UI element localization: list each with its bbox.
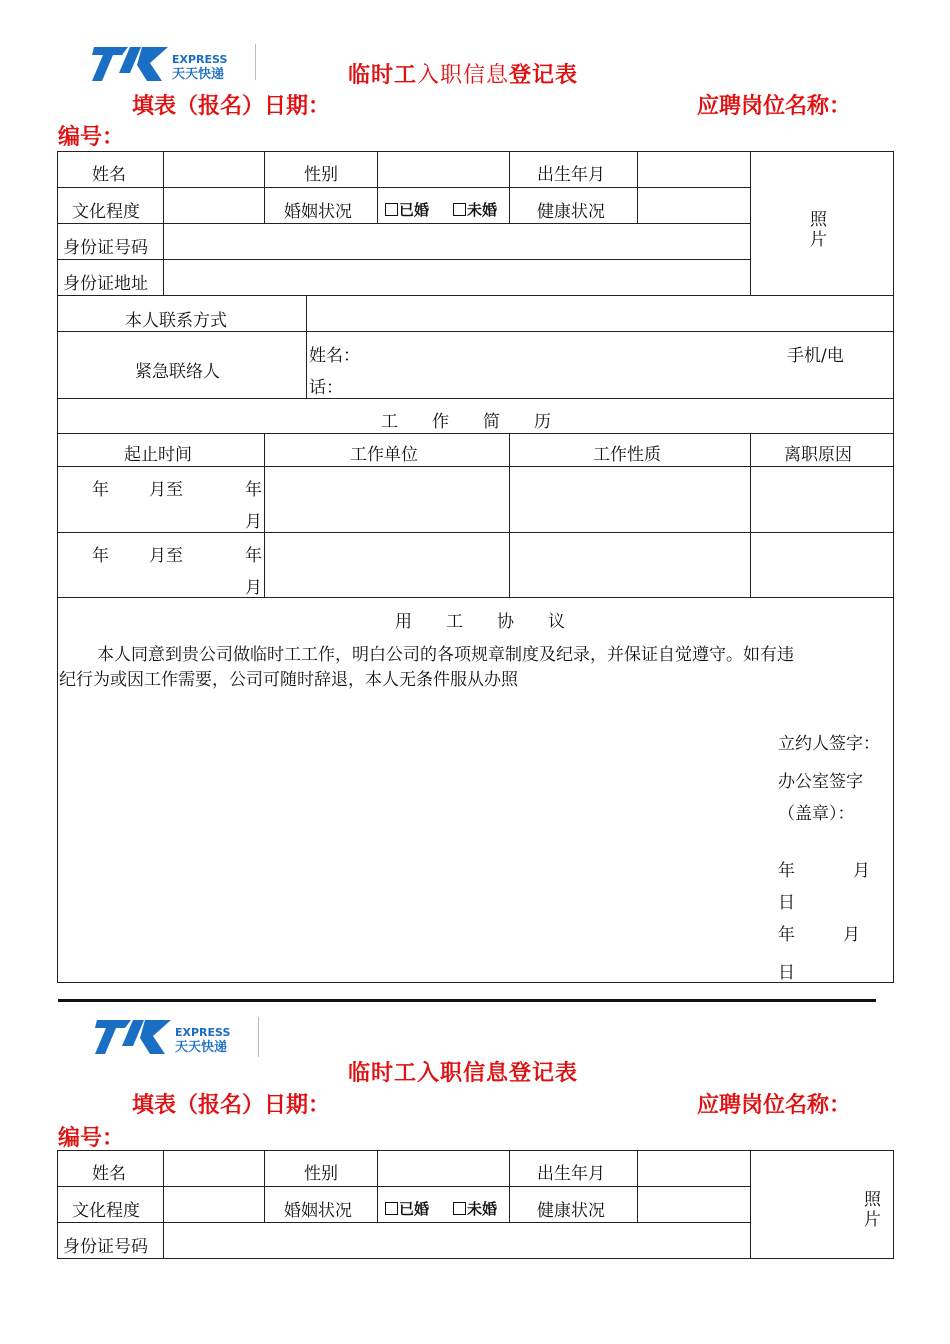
form-title-2: 临时工入职信息登记表 [348, 1061, 579, 1086]
health-field[interactable] [639, 189, 748, 221]
health-label-2: 健康状况 [537, 1201, 605, 1221]
emergency-phone-label-b: 话： [309, 378, 343, 398]
married-checkbox-2[interactable] [385, 1202, 398, 1215]
photo-label-2a: 照 [864, 1190, 881, 1210]
gender-field[interactable] [379, 153, 507, 185]
agreement-line-1: 本人同意到贵公司做临时工工作，明白公司的各项规章制度及纪录，并保证自觉遵守。如有违 [97, 645, 794, 665]
married-option-2[interactable]: 已婚 [385, 1198, 429, 1219]
number-label-2: 编号： [58, 1126, 125, 1151]
unmarried-checkbox[interactable] [453, 203, 466, 216]
id-address-field[interactable] [165, 261, 748, 293]
date2-year: 年 [778, 925, 795, 945]
unmarried-option-2[interactable]: 未婚 [453, 1198, 497, 1219]
name-field[interactable] [165, 153, 262, 185]
birth-label-2: 出生年月 [537, 1164, 605, 1184]
row1-year2: 年 [245, 480, 262, 500]
date-label: 填表（报名）日期： [132, 94, 331, 119]
married-option[interactable]: 已婚 [385, 199, 429, 220]
unmarried-checkbox-2[interactable] [453, 1202, 466, 1215]
id-address-label: 身份证地址 [63, 274, 148, 294]
marital-label: 婚姻状况 [284, 202, 352, 222]
work-history-heading: 工 作 简 历 [381, 412, 551, 432]
number-label: 编号： [58, 125, 125, 150]
row2-year: 年 [92, 546, 109, 566]
agreement-line-2: 纪行为或因工作需要，公司可随时辞退，本人无条件服从办照 [59, 670, 518, 690]
unmarried-option[interactable]: 未婚 [453, 199, 497, 220]
row1-month: 月 [245, 512, 262, 532]
name-label-2: 姓名 [92, 1164, 126, 1184]
name-label: 姓名 [92, 165, 126, 185]
married-checkbox[interactable] [385, 203, 398, 216]
education-field[interactable] [165, 189, 262, 221]
logo-en-2: EXPRESS [175, 1026, 231, 1039]
id-number-label-2: 身份证号码 [63, 1237, 148, 1257]
company-header: 工作单位 [350, 445, 418, 465]
education-label-2: 文化程度 [72, 1201, 140, 1221]
position-label-2: 应聘岗位名称： [697, 1093, 852, 1118]
date1-year: 年 [778, 861, 795, 881]
birth-label: 出生年月 [537, 165, 605, 185]
row1-month-to: 月至 [149, 480, 183, 500]
logo-cn: 天天快递 [172, 67, 225, 82]
logo-cn-2: 天天快递 [175, 1040, 228, 1055]
health-label: 健康状况 [537, 202, 605, 222]
date2-month: 月 [843, 925, 860, 945]
position-label: 应聘岗位名称： [697, 94, 852, 119]
date-label-2: 填表（报名）日期： [132, 1093, 331, 1118]
nature-header: 工作性质 [593, 445, 661, 465]
row2-year2: 年 [245, 546, 262, 566]
birth-field[interactable] [639, 153, 748, 185]
gender-label-2: 性别 [304, 1164, 338, 1184]
tiantian-express-logo-2 [95, 1018, 267, 1058]
signer-signature-label: 立约人签字： [778, 734, 880, 754]
photo-label-1: 照 [810, 210, 827, 230]
cut-line [58, 999, 876, 1002]
reason-header: 离职原因 [784, 445, 852, 465]
emergency-phone-label-a: 手机/电 [787, 346, 844, 366]
marital-label-2: 婚姻状况 [284, 1201, 352, 1221]
seal-label: （盖章）： [778, 804, 855, 824]
date1-month: 月 [853, 861, 870, 881]
id-number-field-2[interactable] [165, 1224, 748, 1256]
row1-year: 年 [92, 480, 109, 500]
gender-label: 性别 [304, 165, 338, 185]
logo-en: EXPRESS [172, 53, 228, 66]
emergency-name-label: 姓名： [309, 346, 360, 366]
contact-field[interactable] [308, 297, 892, 329]
id-number-label: 身份证号码 [63, 238, 148, 258]
row2-month: 月 [245, 578, 262, 598]
date2-day: 日 [778, 963, 795, 983]
date1-day: 日 [778, 893, 795, 913]
emergency-label: 紧急联络人 [135, 362, 220, 382]
education-label: 文化程度 [72, 202, 140, 222]
id-number-field[interactable] [165, 225, 748, 257]
photo-label-2b: 片 [864, 1210, 881, 1230]
office-signature-label: 办公室签字 [778, 772, 863, 792]
period-header: 起止时间 [124, 445, 192, 465]
agreement-title: 用 工 协 议 [395, 612, 565, 632]
contact-label: 本人联系方式 [125, 311, 227, 331]
form-title: 临时工入职信息登记表 [348, 63, 579, 88]
tiantian-express-logo [92, 45, 264, 85]
photo-label-2: 片 [810, 230, 827, 250]
row2-month-to: 月至 [149, 546, 183, 566]
